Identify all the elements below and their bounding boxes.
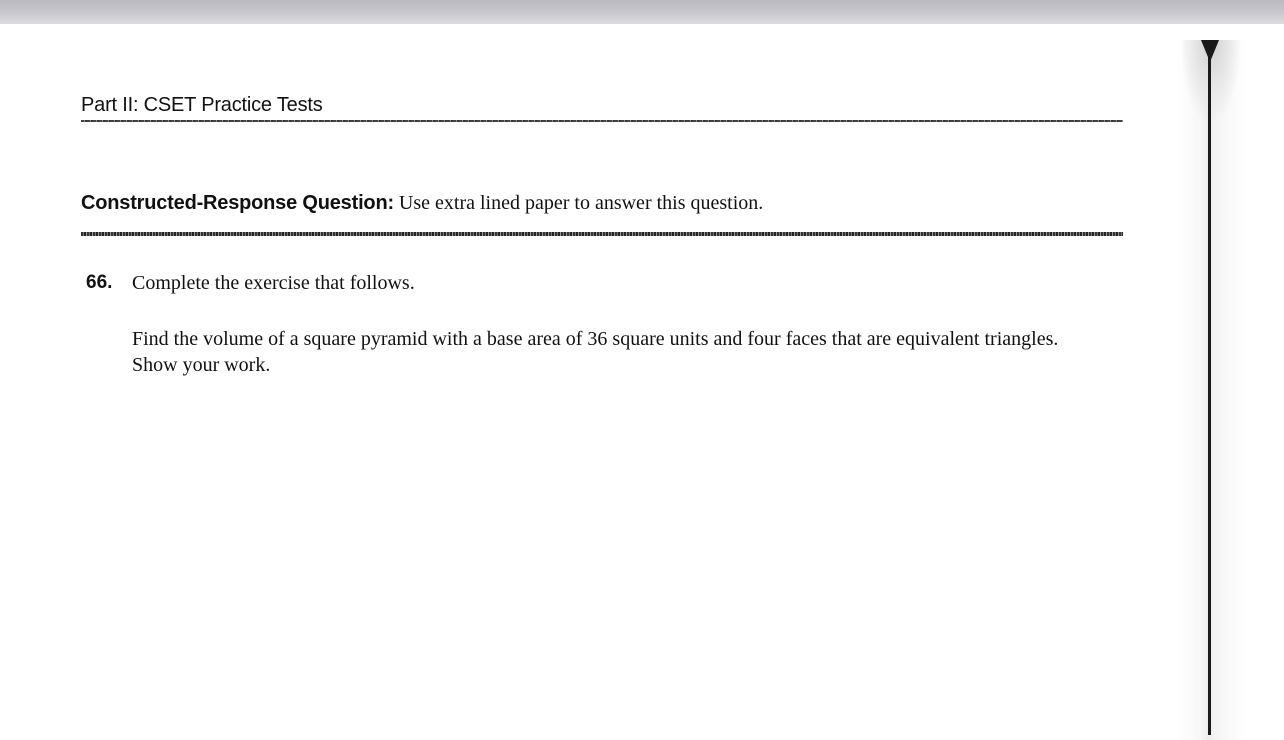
book-spine-shadow <box>1176 40 1246 740</box>
question-prompt: Complete the exercise that follows. <box>132 272 415 294</box>
section-heading <box>81 192 763 215</box>
section-instruction: Use extra lined paper to answer this question. <box>398 192 764 214</box>
page-header-title: Part II: CSET Practice Tests <box>81 94 323 116</box>
question-number: 66. <box>86 272 113 293</box>
document-page <box>0 24 1284 735</box>
window-top-shadow <box>0 0 1284 24</box>
section-rule <box>81 232 1123 236</box>
section-label: Constructed-Response Question: <box>81 192 394 214</box>
book-spine-line <box>1208 42 1211 735</box>
header-rule <box>81 120 1123 122</box>
question-body: Find the volume of a square pyramid with a base area of 36 square units and four faces that are equivalent triangles. Show your work. <box>132 328 1059 376</box>
